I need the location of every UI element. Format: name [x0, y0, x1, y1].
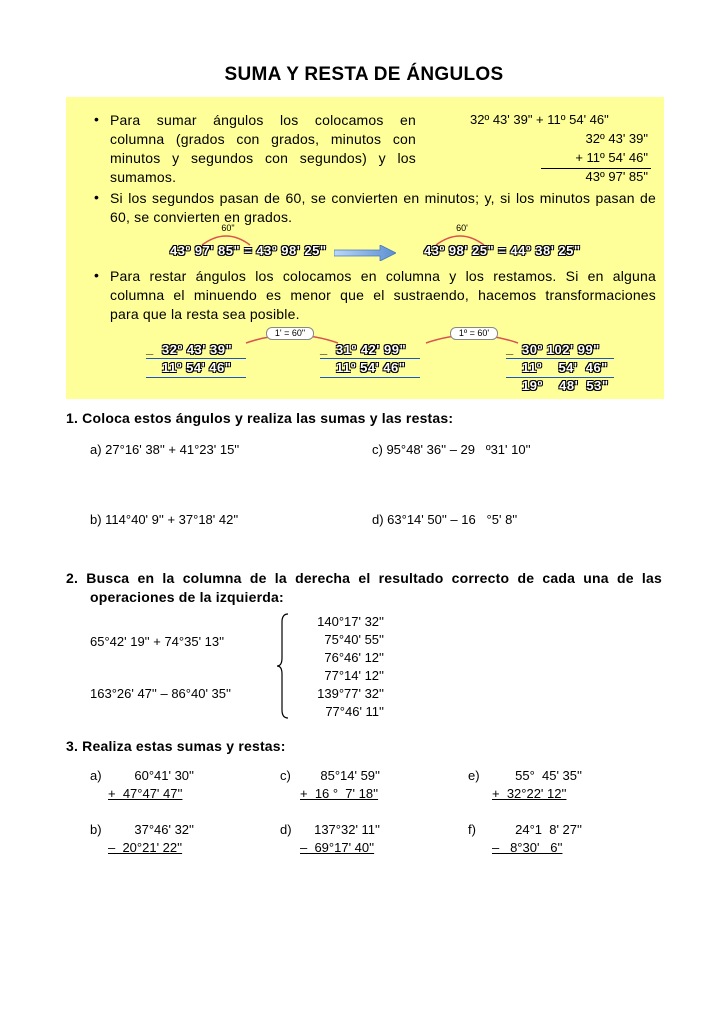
sub3-result: 19º 48' 53"	[522, 378, 609, 393]
bullet2-text: Si los segundos pasan de 60, se convierten en minutos; y, si los minutos pasan de 60, se convierten en grados.	[110, 190, 656, 225]
q1-item-d: d) 63°14' 50'' – 16 °5' 8''	[372, 512, 518, 527]
q3-bottom-operand: – 69°17' 40''	[300, 840, 375, 855]
q3-top-operand: 37°46' 32''	[134, 822, 194, 837]
blue-underline	[506, 377, 614, 378]
q3-bottom-operand: + 16 ° 7' 18''	[300, 786, 379, 801]
q3-bottom-operand: – 8°30' 6''	[492, 840, 563, 855]
q1-heading: 1. Coloca estos ángulos y realiza las sumas y las restas:	[66, 410, 454, 426]
bullet1-text: Para sumar ángulos los colocamos en columna (grados con grados, minutos con minutos y segundos con segundos) y los sumamos.	[110, 112, 416, 185]
sub2-row2: 11º 54' 46"	[336, 360, 406, 375]
q3-label: d)	[280, 822, 292, 837]
blue-underline	[506, 358, 614, 359]
page-title: SUMA Y RESTA DE ÁNGULOS	[224, 64, 504, 85]
q3-heading: 3. Realiza estas sumas y restas:	[66, 738, 286, 754]
q3-top-operand: 85°14' 59''	[320, 768, 380, 783]
bullet-icon: •	[94, 267, 99, 283]
q3-top-operand: 55° 45' 35''	[515, 768, 582, 783]
blue-underline	[146, 377, 246, 378]
minus-sign: _	[320, 341, 328, 356]
sum-example-header: 32º 43' 39" + 11º 54' 46"	[470, 112, 609, 127]
q3-label: b)	[90, 822, 102, 837]
bullet-icon: •	[94, 111, 99, 127]
q2-operation-1: 65°42' 19'' + 74°35' 13''	[90, 634, 225, 649]
q2-option: 77°14' 12''	[324, 668, 384, 683]
q2-option: 75°40' 55''	[324, 632, 384, 647]
sub3-row2: 11º 54' 46"	[522, 360, 608, 375]
hint-1min-60sec: 1' = 60"	[266, 327, 314, 340]
sub1-row1: 32º 43' 39"	[162, 342, 233, 357]
blue-underline	[146, 358, 246, 359]
hint-1deg-60min: 1º = 60'	[450, 327, 498, 340]
bullet-icon: •	[94, 189, 99, 205]
q2-option: 77°46' 11''	[325, 704, 384, 719]
q3-label: a)	[90, 768, 102, 783]
q3-bottom-operand: – 20°21' 22''	[108, 840, 183, 855]
q2-heading-line2: operaciones de la izquierda:	[90, 589, 284, 605]
conversion-2: 43º 98' 25" = 44º 38' 25"	[424, 243, 581, 258]
q2-option: 139°77' 32''	[317, 686, 384, 701]
q3-label: c)	[280, 768, 291, 783]
sub1-row2: 11º 54' 46"	[162, 360, 232, 375]
bullet3-text: Para restar ángulos los colocamos en columna y los restamos. Si en alguna columna el minuendo es menor que el sustraendo, hacemos transformaciones para que la resta sea posible.	[110, 268, 656, 322]
sum-example-row1: 32º 43' 39"	[585, 131, 648, 146]
hint-60-seconds: 60"	[221, 223, 235, 233]
q2-operation-2: 163°26' 47'' – 86°40' 35''	[90, 686, 231, 701]
minus-sign: _	[506, 341, 514, 356]
q1-item-c: c) 95°48' 36'' – 29 º31' 10''	[372, 442, 531, 457]
q3-bottom-operand: + 47°47' 47''	[108, 786, 183, 801]
q1-item-b: b) 114°40' 9'' + 37°18' 42''	[90, 512, 239, 527]
conversion-1: 43º 97' 85" = 43º 98' 25"	[170, 243, 327, 258]
hint-60-minutes: 60'	[456, 223, 468, 233]
right-arrow-icon	[334, 245, 396, 261]
q3-top-operand: 137°32' 11''	[314, 822, 380, 837]
sum-example-result: 43º 97' 85"	[585, 169, 648, 184]
theory-box	[66, 97, 664, 399]
blue-underline	[320, 358, 420, 359]
minus-sign: _	[146, 341, 154, 356]
blue-underline	[320, 377, 420, 378]
q3-bottom-operand: + 32°22' 12''	[492, 786, 567, 801]
q1-item-a: a) 27°16' 38'' + 41°23' 15''	[90, 442, 240, 457]
q3-label: f)	[468, 822, 476, 837]
q3-top-operand: 24°1 8' 27''	[515, 822, 582, 837]
sub2-row1: 31º 42' 99"	[336, 342, 407, 357]
sub3-row1: 30º 102' 99"	[522, 342, 600, 357]
q3-top-operand: 60°41' 30''	[134, 768, 194, 783]
q2-heading-line1: 2. Busca en la columna de la derecha el resultado correcto de cada una de las	[66, 570, 662, 586]
sum-example-row2: + 11º 54' 46"	[575, 150, 648, 165]
q2-option: 76°46' 12''	[324, 650, 384, 665]
q2-option: 140°17' 32''	[317, 614, 384, 629]
q3-label: e)	[468, 768, 480, 783]
